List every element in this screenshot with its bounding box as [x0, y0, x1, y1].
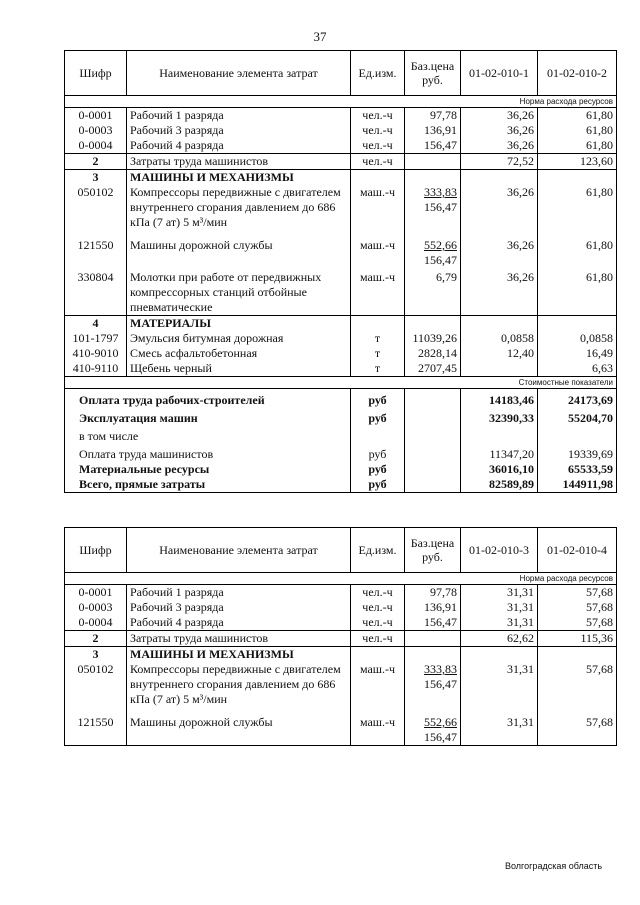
cell-price — [405, 631, 461, 647]
cell-code: 121550 — [65, 230, 127, 268]
header-unit: Ед.изм. — [351, 528, 405, 573]
cost-unit: руб — [351, 444, 405, 462]
cost-unit: руб — [351, 477, 405, 493]
cell-v2: 61,80 — [538, 230, 617, 268]
cost-name: в том числе — [65, 426, 351, 444]
table-row — [65, 268, 617, 316]
cell-price — [405, 662, 461, 707]
cell-code: 2 — [65, 631, 127, 647]
cost-v2: 19339,69 — [538, 444, 617, 462]
cost-row — [65, 426, 617, 444]
cell-unit: т — [351, 361, 405, 377]
section-heading-row — [65, 316, 617, 332]
cell-name: Рабочий 1 разряда — [127, 108, 351, 124]
header-price: Баз.цена руб. — [405, 51, 461, 96]
header-code: Шифр — [65, 528, 127, 573]
cell-price: 136,91 — [405, 123, 461, 138]
page-number: 37 — [313, 29, 327, 44]
cell-price: 156,47 — [405, 138, 461, 154]
cell-code: 050102 — [65, 185, 127, 230]
cell-v1: 31,31 — [461, 600, 538, 615]
cell-code: 0-0001 — [65, 585, 127, 601]
cell-v2: 57,68 — [538, 707, 617, 746]
cost-row — [65, 408, 617, 426]
cell-name: Компрессоры передвижные с двигателем внутреннего сгорания давлением до 686 кПа (7 ат) 5 м³/мин — [127, 185, 351, 230]
cell-name: Рабочий 3 разряда — [127, 123, 351, 138]
cost-v1: 11347,20 — [461, 444, 538, 462]
cell-v1: 36,26 — [461, 268, 538, 316]
cell-code: 0-0004 — [65, 615, 127, 631]
cell-name: Смесь асфальтобетонная — [127, 346, 351, 361]
cell-v1: 31,31 — [461, 615, 538, 631]
cell-v1: 36,26 — [461, 123, 538, 138]
header-col1: 01-02-010-3 — [461, 528, 538, 573]
operator-price-value: 156,47 — [424, 200, 457, 214]
cost-v1: 36016,10 — [461, 462, 538, 477]
cost-name: Эксплуатация машин — [65, 408, 351, 426]
section-heading-row — [65, 170, 617, 186]
cell-v1 — [461, 361, 538, 377]
cell-price: 156,47 — [405, 615, 461, 631]
cell-v1: 36,26 — [461, 138, 538, 154]
cell-code: 410-9110 — [65, 361, 127, 377]
cell-code: 410-9010 — [65, 346, 127, 361]
cell-name: Рабочий 1 разряда — [127, 585, 351, 601]
header-col1: 01-02-010-1 — [461, 51, 538, 96]
cost-unit: руб — [351, 389, 405, 409]
cell-price — [405, 154, 461, 170]
cost-row — [65, 477, 617, 493]
cell-code: 101-1797 — [65, 331, 127, 346]
operator-price-value: 156,47 — [424, 253, 457, 267]
cell-name: Машины дорожной службы — [127, 230, 351, 268]
cell-code: 121550 — [65, 707, 127, 746]
cell-unit: маш.-ч — [351, 268, 405, 316]
header-code: Шифр — [65, 51, 127, 96]
cell-v1: 0,0858 — [461, 331, 538, 346]
cell-unit: чел.-ч — [351, 631, 405, 647]
cell-unit: т — [351, 331, 405, 346]
cell-unit: чел.-ч — [351, 138, 405, 154]
table-row — [65, 600, 617, 615]
header-col2: 01-02-010-4 — [538, 528, 617, 573]
cell-v1: 62,62 — [461, 631, 538, 647]
price-value: 552,66 — [424, 238, 457, 252]
section-title: МАТЕРИАЛЫ — [127, 316, 351, 332]
cell-v2: 57,68 — [538, 615, 617, 631]
table-row — [65, 108, 617, 124]
cell-price: 97,78 — [405, 108, 461, 124]
cell-price — [405, 185, 461, 230]
cell-v2: 57,68 — [538, 600, 617, 615]
table-row — [65, 361, 617, 377]
cell-v1: 36,26 — [461, 185, 538, 230]
cell-price: 97,78 — [405, 585, 461, 601]
operators-row — [65, 631, 617, 647]
cell-unit: маш.-ч — [351, 707, 405, 746]
cell-price — [405, 707, 461, 746]
cell-v2: 61,80 — [538, 185, 617, 230]
cell-v2: 6,63 — [538, 361, 617, 377]
cell-name: Рабочий 4 разряда — [127, 615, 351, 631]
cell-unit: маш.-ч — [351, 662, 405, 707]
operator-price-value: 156,47 — [424, 730, 457, 744]
cell-v2: 123,60 — [538, 154, 617, 170]
cell-v2: 0,0858 — [538, 331, 617, 346]
cell-unit: чел.-ч — [351, 123, 405, 138]
cell-unit: чел.-ч — [351, 615, 405, 631]
cell-v2: 115,36 — [538, 631, 617, 647]
table-header — [65, 528, 617, 573]
price-value: 333,83 — [424, 662, 457, 676]
cell-code: 050102 — [65, 662, 127, 707]
table-row — [65, 123, 617, 138]
cost-name: Материальные ресурсы — [65, 462, 351, 477]
table-row — [65, 230, 617, 268]
cost-label-row — [65, 377, 617, 389]
resource-table-1 — [64, 50, 617, 493]
table-row — [65, 346, 617, 361]
cell-price: 11039,26 — [405, 331, 461, 346]
table-row — [65, 585, 617, 601]
cell-price: 2707,45 — [405, 361, 461, 377]
cell-price: 2828,14 — [405, 346, 461, 361]
cost-v1: 82589,89 — [461, 477, 538, 493]
table-row — [65, 662, 617, 707]
cost-unit: руб — [351, 462, 405, 477]
price-value: 333,83 — [424, 185, 457, 199]
cell-unit: чел.-ч — [351, 585, 405, 601]
norm-label-row — [65, 96, 617, 108]
cell-code: 0-0004 — [65, 138, 127, 154]
operator-price-value: 156,47 — [424, 677, 457, 691]
cell-v2: 61,80 — [538, 138, 617, 154]
cell-name: Рабочий 4 разряда — [127, 138, 351, 154]
cost-label: Стоимостные показатели — [65, 377, 617, 389]
norm-label: Норма расхода ресурсов — [65, 96, 617, 108]
cell-unit: чел.-ч — [351, 600, 405, 615]
table-header — [65, 51, 617, 96]
cell-unit: чел.-ч — [351, 154, 405, 170]
section-number: 3 — [65, 647, 127, 663]
header-name: Наименование элемента затрат — [127, 51, 351, 96]
cell-price: 6,79 — [405, 268, 461, 316]
table-row — [65, 185, 617, 230]
section-number: 4 — [65, 316, 127, 332]
cell-name: Эмульсия битумная дорожная — [127, 331, 351, 346]
cell-unit: маш.-ч — [351, 230, 405, 268]
cost-v2: 24173,69 — [538, 389, 617, 409]
cost-unit: руб — [351, 408, 405, 426]
price-value: 552,66 — [424, 715, 457, 729]
cell-price — [405, 230, 461, 268]
cost-name: Оплата труда рабочих-строителей — [65, 389, 351, 409]
cell-unit: маш.-ч — [351, 185, 405, 230]
cell-code: 0-0001 — [65, 108, 127, 124]
cost-v2: 144911,98 — [538, 477, 617, 493]
cell-unit: т — [351, 346, 405, 361]
resource-table-2 — [64, 527, 617, 746]
cell-code: 0-0003 — [65, 123, 127, 138]
cell-code: 2 — [65, 154, 127, 170]
cost-name: Всего, прямые затраты — [65, 477, 351, 493]
cost-row — [65, 444, 617, 462]
table-row — [65, 138, 617, 154]
cell-v1: 31,31 — [461, 585, 538, 601]
cell-v2: 57,68 — [538, 662, 617, 707]
cell-v2: 57,68 — [538, 585, 617, 601]
header-unit: Ед.изм. — [351, 51, 405, 96]
header-col2: 01-02-010-2 — [538, 51, 617, 96]
cell-v2: 61,80 — [538, 268, 617, 316]
cell-name: Затраты труда машинистов — [127, 631, 351, 647]
cell-v1: 12,40 — [461, 346, 538, 361]
cell-name: Молотки при работе от передвижных компрессорных станций отбойные пневматические — [127, 268, 351, 316]
table-row — [65, 615, 617, 631]
cost-v1: 14183,46 — [461, 389, 538, 409]
cell-v1: 36,26 — [461, 230, 538, 268]
header-price: Баз.цена руб. — [405, 528, 461, 573]
cell-v2: 61,80 — [538, 123, 617, 138]
cell-v1: 31,31 — [461, 707, 538, 746]
cell-name: Щебень черный — [127, 361, 351, 377]
cell-code: 0-0003 — [65, 600, 127, 615]
cell-unit: чел.-ч — [351, 108, 405, 124]
cell-name: Машины дорожной службы — [127, 707, 351, 746]
section-title: МАШИНЫ И МЕХАНИЗМЫ — [127, 647, 351, 663]
cell-v1: 36,26 — [461, 108, 538, 124]
cost-v2: 65533,59 — [538, 462, 617, 477]
cell-v1: 31,31 — [461, 662, 538, 707]
cell-v2: 61,80 — [538, 108, 617, 124]
cost-v1: 32390,33 — [461, 408, 538, 426]
section-heading-row — [65, 647, 617, 663]
footer-region: Волгоградская область — [505, 861, 603, 871]
cost-v2: 55204,70 — [538, 408, 617, 426]
norm-label: Норма расхода ресурсов — [65, 573, 617, 585]
cell-name: Затраты труда машинистов — [127, 154, 351, 170]
cost-row — [65, 389, 617, 409]
section-title: МАШИНЫ И МЕХАНИЗМЫ — [127, 170, 351, 186]
cell-code: 330804 — [65, 268, 127, 316]
cell-v2: 16,49 — [538, 346, 617, 361]
cost-name: Оплата труда машинистов — [65, 444, 351, 462]
table-row — [65, 331, 617, 346]
cell-name: Компрессоры передвижные с двигателем внутреннего сгорания давлением до 686 кПа (7 ат) 5 м³/мин — [127, 662, 351, 707]
table-row — [65, 707, 617, 746]
operators-row — [65, 154, 617, 170]
cell-name: Рабочий 3 разряда — [127, 600, 351, 615]
section-number: 3 — [65, 170, 127, 186]
cell-v1: 72,52 — [461, 154, 538, 170]
cost-row — [65, 462, 617, 477]
norm-label-row — [65, 573, 617, 585]
cell-price: 136,91 — [405, 600, 461, 615]
header-name: Наименование элемента затрат — [127, 528, 351, 573]
